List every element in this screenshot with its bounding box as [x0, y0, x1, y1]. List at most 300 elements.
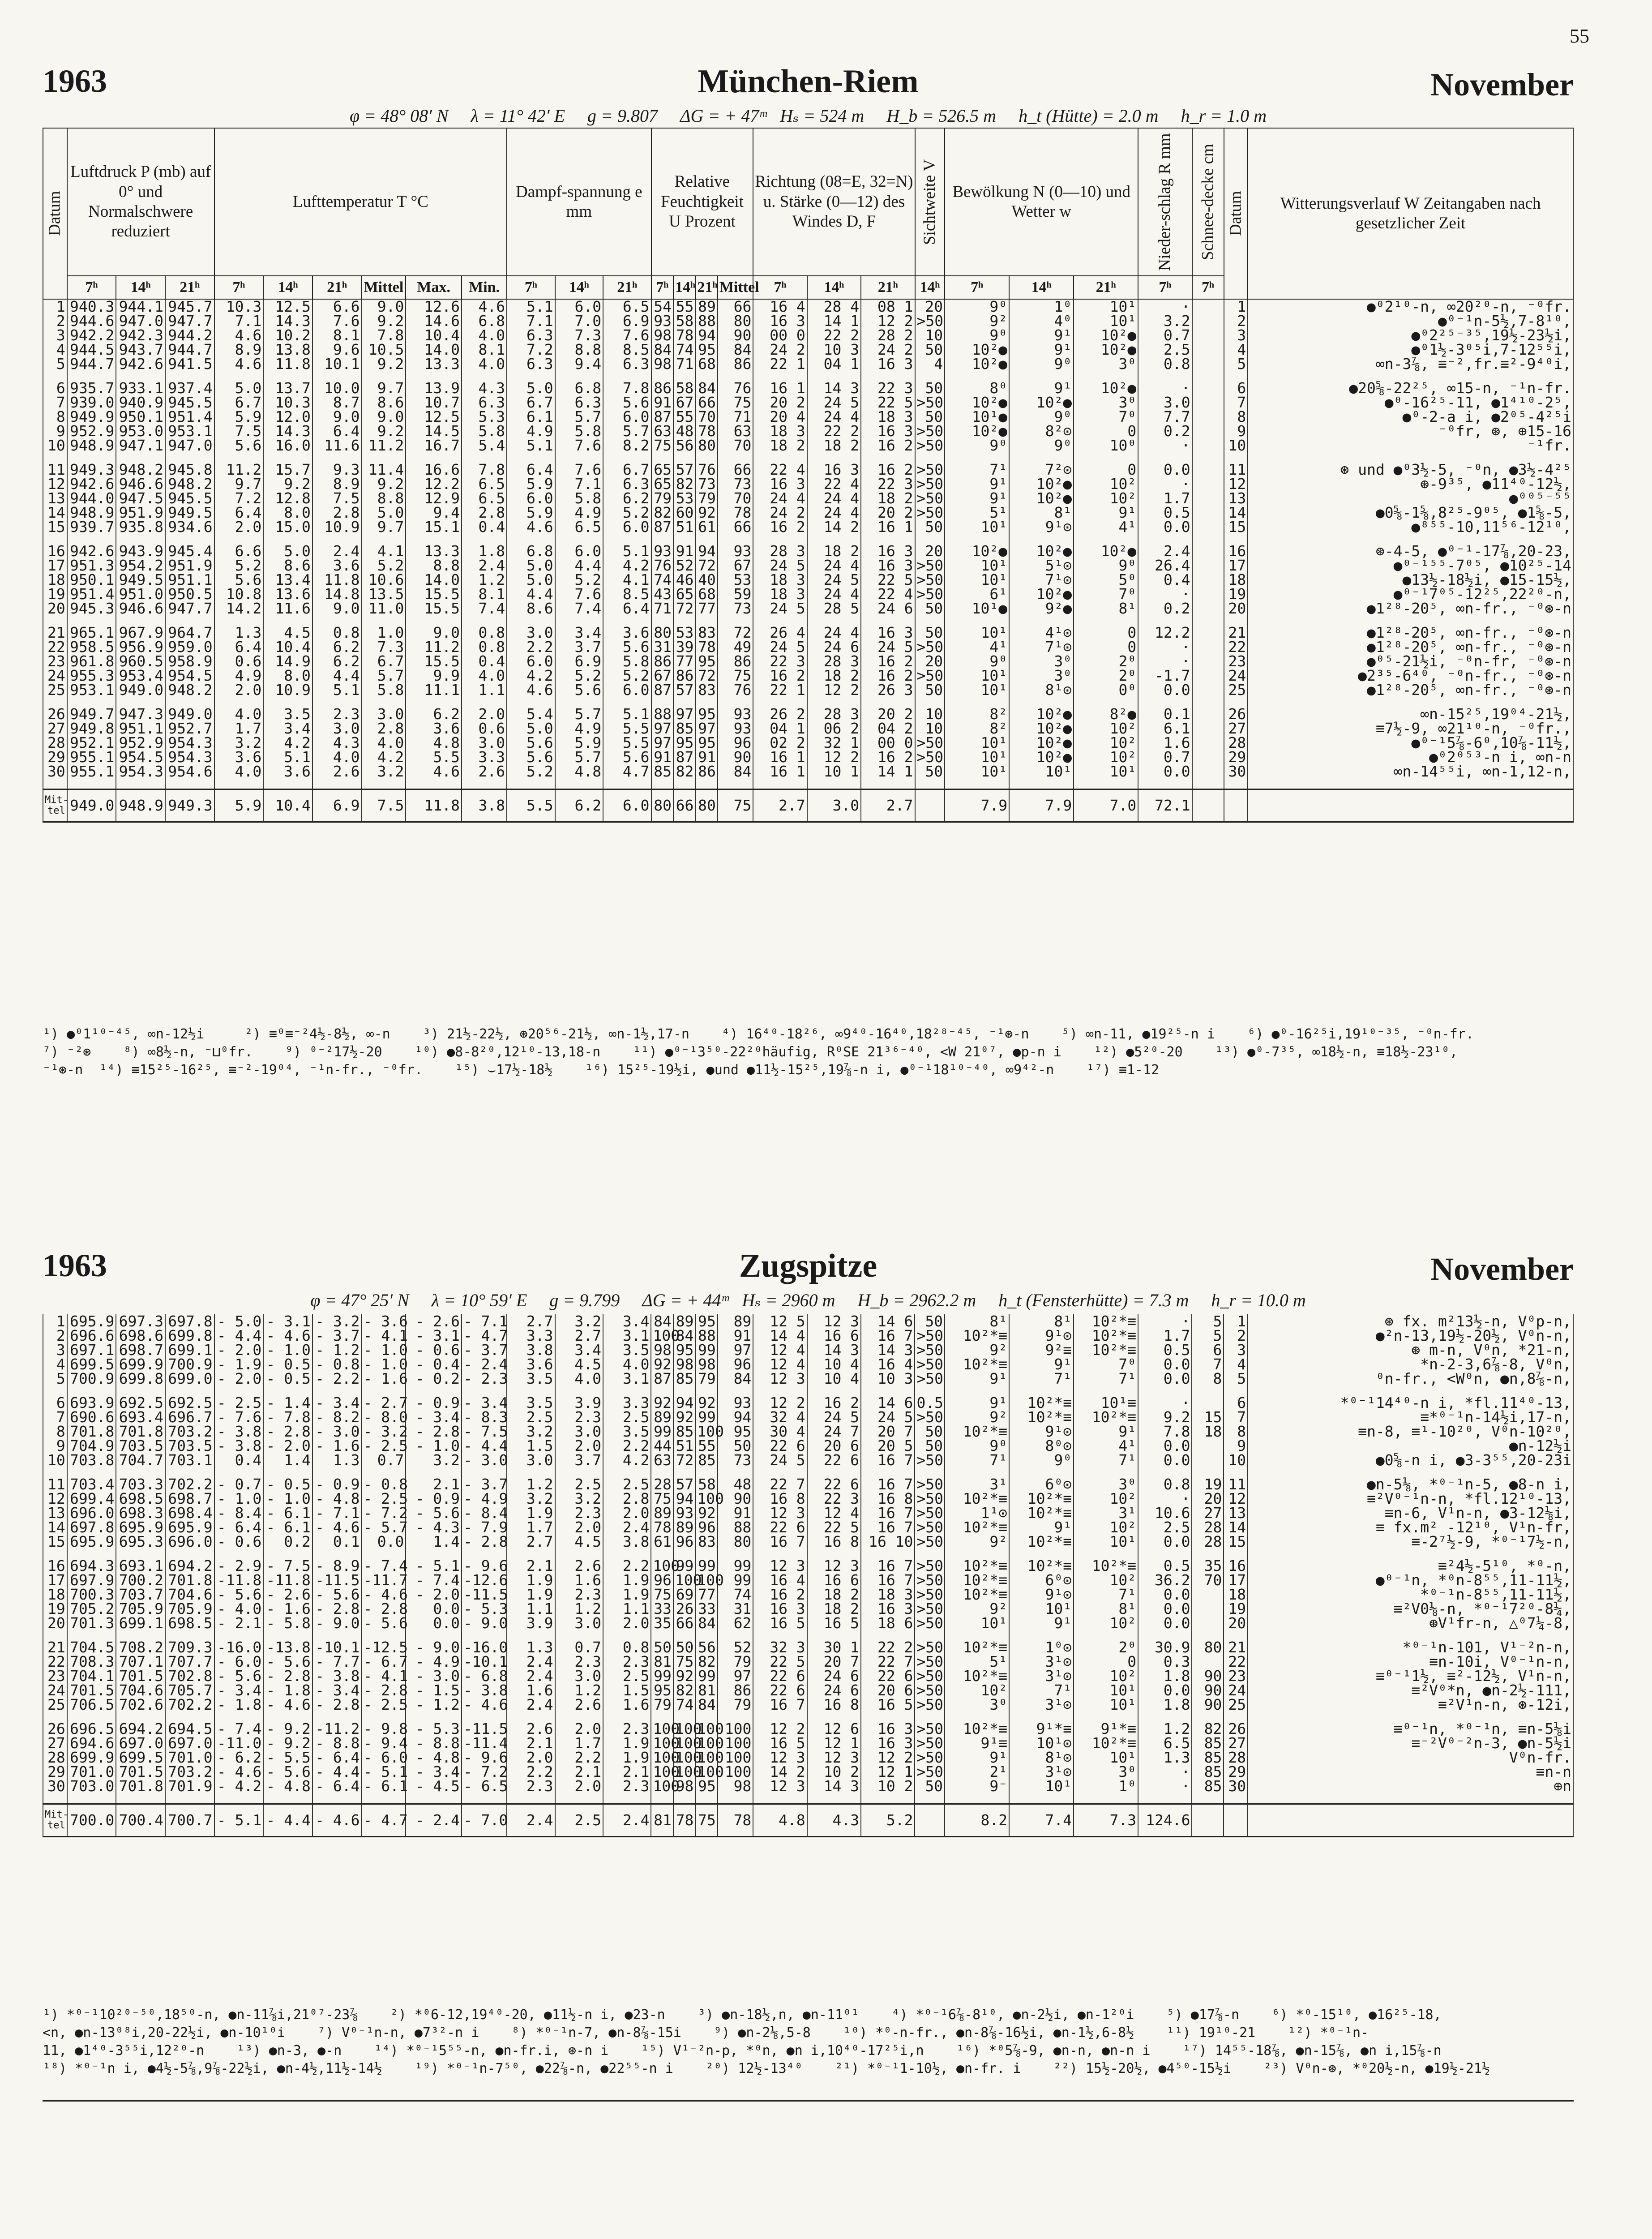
table-cell: 16 7: [861, 1329, 915, 1343]
table-cell: 958.9: [165, 654, 214, 669]
table-cell: >50: [915, 640, 945, 654]
table-cell: 30: [43, 1779, 67, 1793]
table-cell: ●0⅝-n i, ●3-3⁵⁵,20-23i: [1248, 1453, 1573, 1467]
table-cell: 66: [718, 520, 753, 534]
table-cell: 11: [1224, 463, 1248, 477]
table-cell: 81: [651, 1655, 673, 1669]
table-cell: 6.1: [1138, 721, 1192, 736]
table-cell: 0.8: [462, 626, 507, 640]
table-cell: 5.7: [555, 750, 603, 764]
table-cell: 87: [651, 683, 673, 697]
table-cell: 5.6: [603, 395, 651, 410]
table-cell: 2¹: [945, 1765, 1009, 1779]
table-cell: 6.0: [603, 520, 651, 534]
mean-cell: 2.4: [507, 1804, 555, 1837]
table-cell: 703.1: [165, 1453, 214, 1467]
table-cell: 6.5: [555, 520, 603, 534]
table-cell: 00 0: [861, 736, 915, 750]
table-cell: 13: [1224, 1506, 1248, 1520]
table-cell: 52: [718, 1640, 753, 1655]
table-cell: 1⁰⊙: [1009, 1640, 1074, 1655]
table-cell: 10²●: [945, 357, 1009, 371]
table-cell: 14: [1224, 506, 1248, 520]
table-cell: 87: [651, 1372, 673, 1386]
table-cell: 90: [1192, 1698, 1224, 1712]
table-cell: 16.7: [406, 438, 462, 453]
table-cell: 1.7: [507, 1520, 555, 1535]
table-cell: 75: [651, 1492, 673, 1506]
mean-cell: [915, 1804, 945, 1837]
table-cell: -10.1: [312, 1640, 362, 1655]
table-cell: 93: [718, 1396, 753, 1410]
table-cell: 1.4: [263, 1453, 312, 1467]
table-cell: 18: [43, 573, 67, 587]
table-cell: - 5.6: [312, 1587, 362, 1602]
muenchen-title-bar: [43, 63, 1574, 112]
table-cell: 0.0: [361, 1535, 406, 1549]
mean-cell: - 5.1: [214, 1804, 264, 1837]
table-cell: - 2.8: [312, 1602, 362, 1616]
table-row: [43, 721, 1573, 736]
table-cell: 6.7: [214, 395, 264, 410]
table-cell: 6.0: [507, 491, 555, 506]
table-cell: - 5.1: [361, 1765, 406, 1779]
table-cell: 0: [1074, 463, 1138, 477]
header-cloud: Bewölkung N (0—10) und Wetter w: [945, 128, 1138, 276]
header-visibility: Sichtweite V: [915, 128, 945, 276]
table-cell: - 7.7: [312, 1655, 362, 1669]
table-cell: 2.2: [507, 1765, 555, 1779]
table-cell: 0.8: [1138, 357, 1192, 371]
table-cell: - 1.4: [263, 1396, 312, 1410]
table-cell: - 2.5: [361, 1698, 406, 1712]
table-cell: 75: [651, 1587, 673, 1602]
table-cell: 98: [673, 1779, 695, 1793]
table-cell: 88: [718, 1520, 753, 1535]
table-cell: ≡²4½-5¹⁰, *⁰-n,: [1248, 1559, 1573, 1573]
table-cell: 25: [1224, 683, 1248, 697]
table-cell: 693.1: [116, 1559, 165, 1573]
table-cell: 9.7: [362, 520, 406, 534]
table-cell: 5⁰: [1074, 573, 1138, 587]
table-cell: 29: [43, 1765, 67, 1779]
table-cell: 100: [695, 1736, 717, 1750]
table-cell: 954.5: [116, 750, 165, 764]
table-cell: 10²*≡: [945, 1357, 1009, 1372]
table-cell: - 4.9: [462, 1492, 507, 1506]
table-cell: 3⁰: [1074, 357, 1138, 371]
table-cell: 0.4: [1138, 573, 1192, 587]
table-cell: 10 3: [807, 343, 861, 357]
table-cell: 95: [695, 707, 717, 721]
table-cell: 27: [1224, 1736, 1248, 1750]
table-cell: 21: [1224, 626, 1248, 640]
table-cell: 93: [718, 721, 753, 736]
table-cell: 20: [915, 299, 945, 314]
table-row: [43, 1439, 1573, 1453]
table-cell: - 3.2: [312, 1314, 362, 1329]
table-cell: 93: [651, 544, 673, 558]
table-cell: >50: [915, 736, 945, 750]
table-cell: 18: [1224, 1587, 1248, 1602]
subheader-cell: Mittel: [362, 276, 406, 299]
table-cell: 12 3: [753, 1750, 807, 1765]
table-cell: 3⁰: [1074, 1477, 1138, 1492]
table-cell: 690.6: [67, 1410, 116, 1424]
table-cell: 8: [1224, 410, 1248, 424]
table-cell: 28 3: [807, 654, 861, 669]
table-cell: ≡7½-9, ∞21¹⁰-n, ⁻⁰fr.,: [1248, 721, 1573, 736]
table-cell: 698.7: [116, 1343, 165, 1357]
table-cell: 14 2: [753, 1765, 807, 1779]
table-cell: 20 5: [861, 1439, 915, 1453]
table-cell: 9¹≡: [945, 1736, 1009, 1750]
table-cell: 15.5: [406, 601, 462, 616]
table-cell: 22 1: [753, 357, 807, 371]
table-cell: ●⁰⁻¹n, *⁰n-8⁵⁵,11-11½,: [1248, 1573, 1573, 1587]
table-cell: 7.1: [555, 477, 603, 491]
table-cell: 85: [651, 764, 673, 779]
table-cell: 88: [695, 314, 717, 328]
table-row: [43, 520, 1573, 534]
table-cell: 699.1: [116, 1616, 165, 1630]
table-cell: 15: [1192, 1410, 1224, 1424]
table-cell: 951.9: [165, 558, 214, 573]
table-cell: [1192, 707, 1224, 721]
table-cell: 3.2: [555, 1492, 603, 1506]
table-cell: 2.2: [603, 1559, 651, 1573]
table-cell: 100: [673, 1765, 695, 1779]
table-cell: 10²*≡: [945, 1640, 1009, 1655]
table-cell: 952.9: [67, 424, 116, 438]
table-cell: ●1²⁸-20⁵, ∞n-fr., ⁻⁰⊛-n: [1248, 601, 1573, 616]
table-cell: 693.9: [67, 1396, 116, 1410]
table-cell: 10²: [1074, 1669, 1138, 1683]
table-cell: 97: [695, 721, 717, 736]
table-cell: 10.6: [1138, 1506, 1192, 1520]
table-cell: 17: [1224, 1573, 1248, 1587]
table-cell: 61: [695, 520, 717, 534]
table-cell: 2.6: [507, 1722, 555, 1736]
table-cell: - 6.8: [462, 1669, 507, 1683]
table-cell: - 7.1: [312, 1506, 362, 1520]
subheader-cell: Min.: [462, 276, 507, 299]
table-cell: -16.0: [214, 1640, 264, 1655]
table-cell: - 4.6: [462, 1698, 507, 1712]
table-cell: 3.8: [507, 1343, 555, 1357]
table-cell: 32 3: [753, 1640, 807, 1655]
table-cell: 8.6: [507, 601, 555, 616]
table-cell: 24 2: [753, 343, 807, 357]
table-cell: 96: [695, 1520, 717, 1535]
table-cell: 10²●: [1009, 736, 1074, 750]
table-cell: 9.9: [406, 669, 462, 683]
table-cell: 84: [695, 381, 717, 395]
table-cell: >50: [915, 1492, 945, 1506]
table-cell: 72: [695, 669, 717, 683]
table-cell: ●n-5⅛, *⁰⁻¹n-5, ●8-n i,: [1248, 1477, 1573, 1492]
table-cell: 2.8: [603, 1492, 651, 1506]
table-cell: 6.8: [507, 544, 555, 558]
table-cell: ∞n-15²⁵,19⁰⁴-21½,: [1248, 707, 1573, 721]
table-cell: 10.1: [312, 357, 362, 371]
muenchen-station-name: München-Riem: [698, 63, 919, 100]
subheader-cell: 14ʰ: [555, 276, 603, 299]
table-cell: 5.2: [603, 506, 651, 520]
table-cell: 16 3: [807, 463, 861, 477]
table-cell: 16 8: [753, 1492, 807, 1506]
table-cell: 95: [673, 736, 695, 750]
table-cell: 694.6: [67, 1736, 116, 1750]
table-cell: - 6.1: [361, 1779, 406, 1793]
table-cell: 50: [915, 520, 945, 534]
table-cell: 19: [1224, 1602, 1248, 1616]
table-cell: 3.9: [555, 1396, 603, 1410]
table-cell: 698.5: [116, 1492, 165, 1506]
table-cell: 68: [695, 587, 717, 601]
table-cell: 12: [1224, 1492, 1248, 1506]
table-cell: 3.1: [603, 1372, 651, 1386]
table-cell: - 8.4: [462, 1506, 507, 1520]
table-cell: 99: [695, 1410, 717, 1424]
table-cell: 696.7: [165, 1410, 214, 1424]
table-cell: 17: [1224, 558, 1248, 573]
table-cell: 5.8: [603, 654, 651, 669]
table-cell: 88: [695, 1329, 717, 1343]
table-cell: 6.2: [406, 707, 462, 721]
table-cell: 24 4: [807, 506, 861, 520]
table-cell: 100: [651, 1750, 673, 1765]
table-cell: 967.9: [116, 626, 165, 640]
table-cell: 13.7: [263, 381, 312, 395]
table-cell: 10²●: [945, 544, 1009, 558]
table-cell: 8: [43, 410, 67, 424]
table-cell: 51: [673, 520, 695, 534]
table-cell: 73: [718, 1453, 753, 1467]
table-cell: - 4.6: [214, 1765, 264, 1779]
table-cell: 100: [673, 1750, 695, 1765]
table-cell: 944.0: [67, 491, 116, 506]
table-cell: 95: [695, 1779, 717, 1793]
table-cell: 83: [695, 626, 717, 640]
table-cell: 3.6: [603, 626, 651, 640]
table-cell: 55: [695, 1439, 717, 1453]
table-cell: 8.7: [312, 395, 362, 410]
table-cell: 8¹⊙: [1009, 1750, 1074, 1765]
table-cell: 5.4: [462, 438, 507, 453]
table-cell: - 3.4: [406, 1410, 462, 1424]
table-cell: 12.8: [263, 491, 312, 506]
table-cell: 4.0: [362, 736, 406, 750]
table-cell: 7.6: [555, 438, 603, 453]
table-cell: 10¹: [945, 764, 1009, 779]
table-cell: - 9.0: [462, 1616, 507, 1630]
table-cell: 54: [651, 299, 673, 314]
table-cell: 958.5: [67, 640, 116, 654]
table-cell: 942.6: [116, 357, 165, 371]
table-cell: 9¹⊙: [1009, 1424, 1074, 1439]
table-cell: ●13½-18½i, ●15-15½,: [1248, 573, 1573, 587]
table-cell: 70: [718, 491, 753, 506]
table-cell: 16 7: [861, 1573, 915, 1587]
table-cell: 943.9: [116, 544, 165, 558]
table-cell: 3: [1224, 328, 1248, 343]
table-row: [43, 1779, 1573, 1793]
table-cell: 79: [718, 1655, 753, 1669]
subheader-cell: 7ʰ: [214, 276, 264, 299]
table-cell: 7.0: [555, 314, 603, 328]
table-cell: 12 4: [753, 1357, 807, 1372]
table-cell: 93: [651, 314, 673, 328]
table-cell: 1.6: [603, 1698, 651, 1712]
subheader-cell: 21ʰ: [312, 276, 362, 299]
table-cell: - 7.5: [462, 1424, 507, 1439]
table-cell: 4.1: [362, 544, 406, 558]
table-cell: 1.9: [603, 1750, 651, 1765]
table-cell: 705.7: [165, 1683, 214, 1698]
table-cell: 699.1: [165, 1343, 214, 1357]
table-cell: 35: [1192, 1559, 1224, 1573]
table-cell: 3.2: [507, 1492, 555, 1506]
table-cell: 11.4: [362, 463, 406, 477]
mean-cell: 2.7: [753, 789, 807, 822]
table-cell: 10: [43, 438, 67, 453]
table-cell: 18 3: [861, 410, 915, 424]
table-cell: 9.6: [312, 343, 362, 357]
table-cell: 22 7: [753, 1477, 807, 1492]
table-cell: 50: [651, 1640, 673, 1655]
table-cell: 16: [1224, 1559, 1248, 1573]
table-row: [43, 601, 1573, 616]
table-cell: 51: [673, 1439, 695, 1453]
table-cell: 14 3: [807, 1779, 861, 1793]
table-cell: 98: [651, 357, 673, 371]
table-cell: 0: [1074, 640, 1138, 654]
table-cell: 23: [1224, 654, 1248, 669]
table-cell: 75: [673, 1655, 695, 1669]
table-cell: 80: [695, 438, 717, 453]
table-cell: 6.3: [555, 395, 603, 410]
table-cell: - 3.1: [406, 1329, 462, 1343]
table-cell: 6.4: [507, 463, 555, 477]
table-cell: 50: [915, 1424, 945, 1439]
table-row: [43, 626, 1573, 640]
table-cell: 16 5: [861, 1698, 915, 1712]
table-cell: 16 7: [861, 1520, 915, 1535]
table-cell: - 0.6: [406, 1343, 462, 1357]
table-cell: 99: [695, 1343, 717, 1357]
table-cell: 5: [1224, 1372, 1248, 1386]
table-row: [43, 506, 1573, 520]
table-cell: 13.3: [406, 544, 462, 558]
table-cell: 56: [695, 1640, 717, 1655]
table-cell: 24 5: [807, 573, 861, 587]
table-cell: ●1²⁸-20⁵, ∞n-fr., ⁻⁰⊛-n: [1248, 640, 1573, 654]
table-cell: ●1²⁸-20⁵, ∞n-fr., ⁻⁰⊛-n: [1248, 683, 1573, 697]
row-group-gap: [43, 371, 1573, 381]
table-cell: 5.0: [507, 558, 555, 573]
table-cell: [1192, 587, 1224, 601]
table-cell: 3: [43, 328, 67, 343]
table-cell: - 2.9: [214, 1559, 264, 1573]
table-cell: 18 3: [861, 1587, 915, 1602]
table-cell: 50: [915, 764, 945, 779]
table-cell: 10.8: [214, 587, 264, 601]
table-cell: ≡⁰⁻¹n, *⁰⁻¹n, ≡n-5⅛i: [1248, 1722, 1573, 1736]
table-cell: 5: [43, 1372, 67, 1386]
table-cell: 68: [695, 357, 717, 371]
table-cell: 94: [695, 544, 717, 558]
table-cell: 705.9: [116, 1602, 165, 1616]
table-cell: 7.2: [507, 343, 555, 357]
table-cell: 12 3: [807, 1750, 861, 1765]
table-cell: 85: [1192, 1779, 1224, 1793]
table-cell: 97: [718, 1669, 753, 1683]
table-cell: 85: [673, 1372, 695, 1386]
table-cell: 20: [43, 601, 67, 616]
table-row: [43, 654, 1573, 669]
table-cell: - 2.6: [406, 1314, 462, 1329]
table-cell: - 4.0: [214, 1602, 264, 1616]
table-cell: 7.2: [214, 491, 264, 506]
mean-cell: 2.7: [861, 789, 915, 822]
table-cell: 2.5: [507, 1410, 555, 1424]
table-cell: 7.3: [362, 640, 406, 654]
table-cell: 85: [1192, 1765, 1224, 1779]
table-cell: 79: [718, 1698, 753, 1712]
table-cell: 55: [673, 299, 695, 314]
table-cell: 17: [43, 558, 67, 573]
table-cell: 78: [673, 328, 695, 343]
table-cell: 18 3: [753, 587, 807, 601]
table-cell: 10.4: [406, 328, 462, 343]
table-cell: 26: [1224, 1722, 1248, 1736]
table-cell: 24 5: [807, 1410, 861, 1424]
table-cell: [1192, 299, 1224, 314]
table-cell: [1192, 381, 1224, 395]
table-cell: 698.6: [116, 1329, 165, 1343]
table-cell: 91: [673, 544, 695, 558]
table-cell: 15.7: [263, 463, 312, 477]
table-cell: 10⁰: [1074, 438, 1138, 453]
table-cell: 700.3: [67, 1587, 116, 1602]
table-cell: 9²: [945, 1602, 1009, 1616]
table-cell: 89: [695, 299, 717, 314]
table-cell: 704.5: [67, 1640, 116, 1655]
table-cell: 4.0: [462, 669, 507, 683]
table-cell: 2.2: [507, 640, 555, 654]
table-cell: 16: [1224, 544, 1248, 558]
table-cell: 48: [673, 424, 695, 438]
table-cell: 85: [1192, 1736, 1224, 1750]
table-cell: 1.9: [603, 1573, 651, 1587]
table-cell: 8²⊙: [1009, 424, 1074, 438]
table-cell: - 4.8: [312, 1492, 362, 1506]
table-cell: 2.1: [555, 1765, 603, 1779]
table-cell: 706.5: [67, 1698, 116, 1712]
table-cell: 0.0: [1138, 764, 1192, 779]
mean-cell: [1248, 789, 1573, 822]
table-cell: 695.3: [116, 1535, 165, 1549]
table-cell: 0.3: [1138, 1655, 1192, 1669]
table-cell: 2.6: [555, 1559, 603, 1573]
table-cell: 4.0: [462, 357, 507, 371]
table-cell: 5¹: [945, 506, 1009, 520]
table-cell: ●n-12½i: [1248, 1439, 1573, 1453]
table-cell: 97: [651, 736, 673, 750]
table-cell: 76: [651, 558, 673, 573]
table-cell: - 4.9: [406, 1655, 462, 1669]
